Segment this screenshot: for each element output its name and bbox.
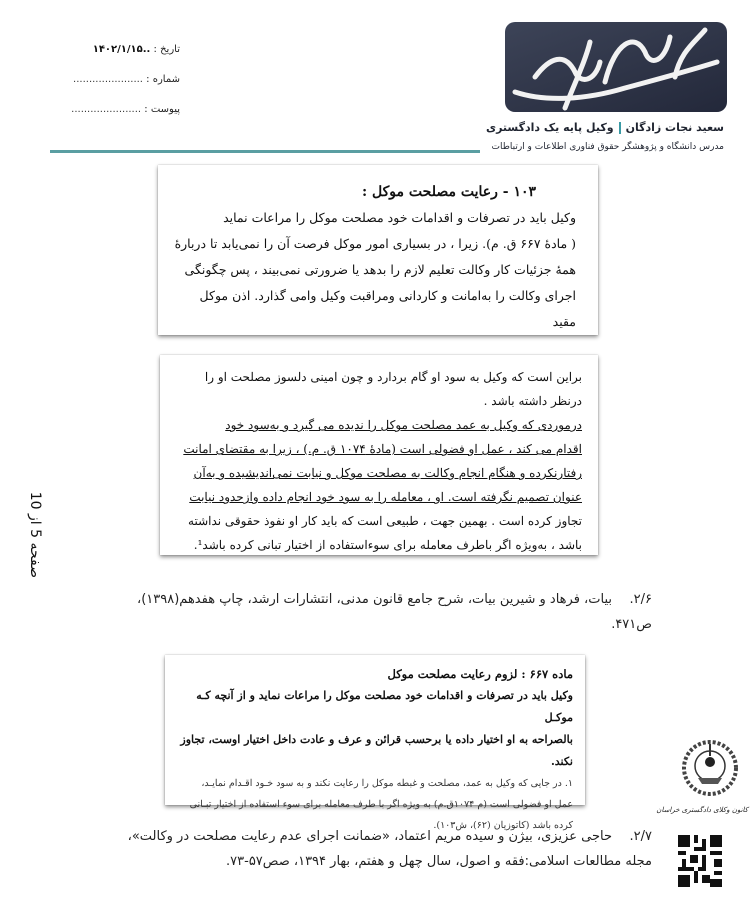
seal-text: کانون وکلای دادگستری خراسان — [656, 806, 748, 814]
excerpt-heading: ماده ۶۶۷ : لزوم رعایت مصلحت موکل — [387, 667, 573, 681]
scanned-excerpt-3 — [165, 655, 585, 831]
brand-name: سعید نجات زادگان — [625, 121, 724, 134]
excerpt-line: همهٔ جزئیات کار وکالت تعلیم لازم را بدهد یا ضرورتی نمی‌بیند ، پس چگونگی — [184, 262, 576, 277]
excerpt-note: کرده باشد (کاتوزیان (۶۲)، ش۱۰۳). — [433, 820, 573, 831]
number-value: ...................... — [73, 74, 143, 85]
attachment-field — [50, 104, 180, 115]
date-value: ..۱۴۰۲/۱/۱۵ — [92, 44, 151, 55]
excerpt-line: باشد ، به‌ویژه اگر باطرف معامله برای سوءاستفاده از اختیار تبانی کرده باشد¹. — [193, 538, 582, 552]
excerpt-line: ( مادهٔ ۶۶۷ ق. م). زیرا ، در بسیاری امور موکل فرصت آن را نمی‌یابد تا دربارهٔ — [174, 236, 576, 251]
excerpt-heading: ۱۰۳ - رعایت مصلحت موکل : — [362, 184, 536, 200]
excerpt-line: رفتارنکرده و هنگام انجام وکالت به مصلحت موکل و نیابت نمی‌اندیشیده و به‌آن — [193, 466, 582, 480]
brand-line — [486, 121, 724, 134]
logo — [505, 22, 727, 112]
footnote-2-7 — [122, 824, 652, 874]
excerpt-line: تجاوز کرده است . بهمین جهت ، طبیعی است که باید کار او نفوذ حقوقی نداشته — [188, 514, 582, 528]
excerpt-line: اجرای وکالت را به‌امانت و کاردانی ومراقبت وکیل وامی گذارد. اذن موکل مقید — [199, 288, 576, 329]
excerpt-note: ۱. در جایی که وکیل به عمد، مصلحت و غبطه موکل را رعایت نکند و به سود خـود اقـدام نمایـد، — [201, 778, 573, 789]
brand-subtitle: مدرس دانشگاه و پژوهشگر حقوق فناوری اطلاعات و ارتباطات — [491, 142, 724, 152]
attachment-value: ...................... — [71, 104, 142, 115]
logo-calligraphy-icon — [505, 22, 727, 112]
brand-title: وکیل پایه یک دادگستری — [486, 121, 614, 134]
number-label: شماره : — [146, 74, 180, 85]
excerpt-line: وکیل باید در تصرفات و اقدامات خود مصلحت موکل را مراعات نماید و از آنچه کـه موکـل — [196, 689, 573, 724]
footnote-text: بیات، فرهاد و شیرین بیات، شرح جامع قانون مدنی، انتشارات ارشد، چاپ هفدهم(۱۳۹۸)، ص۴۷۱. — [137, 592, 652, 632]
bar-association-seal-icon — [680, 738, 740, 800]
excerpt-note: عمل او فضولی است (م ۱۰۷۴ق.م) به ویژه اگر با طرف معامله برای سوء استفاده از اختیار تبـانی — [189, 799, 573, 810]
footnote-2-6 — [122, 587, 652, 637]
header-divider — [50, 150, 480, 153]
page-number: صفحه 5 از 10 — [27, 491, 43, 578]
excerpt-line: عنوان تصمیم نگرفته است. او ، معامله را به سود خود انجام داده وازحدود نیابت — [189, 490, 582, 504]
brand-separator — [619, 122, 621, 134]
scanned-excerpt-2 — [160, 355, 598, 555]
footnote-number: ۲/۷. — [629, 829, 652, 844]
date-field — [50, 44, 180, 55]
excerpt-line: درموردی که وکیل به عمد مصلحت موکل را نديده می گیرد و به‌سود خود — [225, 418, 582, 432]
footnote-number: ۲/۶. — [629, 592, 652, 607]
date-label: تاریخ : — [153, 44, 180, 55]
attachment-label: پیوست : — [144, 104, 180, 115]
excerpt-line: براین است که وکیل به سود او گام بردارد و چون امینی دلسوز مصلحت او را — [204, 370, 582, 384]
footnote-text: حاجی عزیزی، بیژن و سیده مریم اعتماد، «ضمانت اجرای عدم رعایت مصلحت در وکالت»، مجله مطالعات اسلامی:فقه و اصول، سال چهل و هفتم، بهار ۱۳۹۴، صص۵۷-۷۳. — [127, 829, 652, 869]
excerpt-line: وکیل باید در تصرفات و اقدامات خود مصلحت موکل را مراعات نماید — [223, 210, 576, 225]
scanned-excerpt-1 — [158, 165, 598, 335]
excerpt-line: اقدام می کند ، عمل او فضولی است (مادهٔ ۱۰۷۴ ق. م.) ، زیرا به مقتضای امانت — [183, 442, 582, 456]
number-field — [50, 74, 180, 85]
excerpt-line: درنظر داشته باشد . — [483, 394, 582, 408]
excerpt-line: بالصراحه به او اختیار داده یا برحسب قرائن و عرف و عادت داخل اختیار اوست، تجاوز نکند. — [180, 733, 573, 768]
qr-code-icon — [678, 835, 722, 887]
